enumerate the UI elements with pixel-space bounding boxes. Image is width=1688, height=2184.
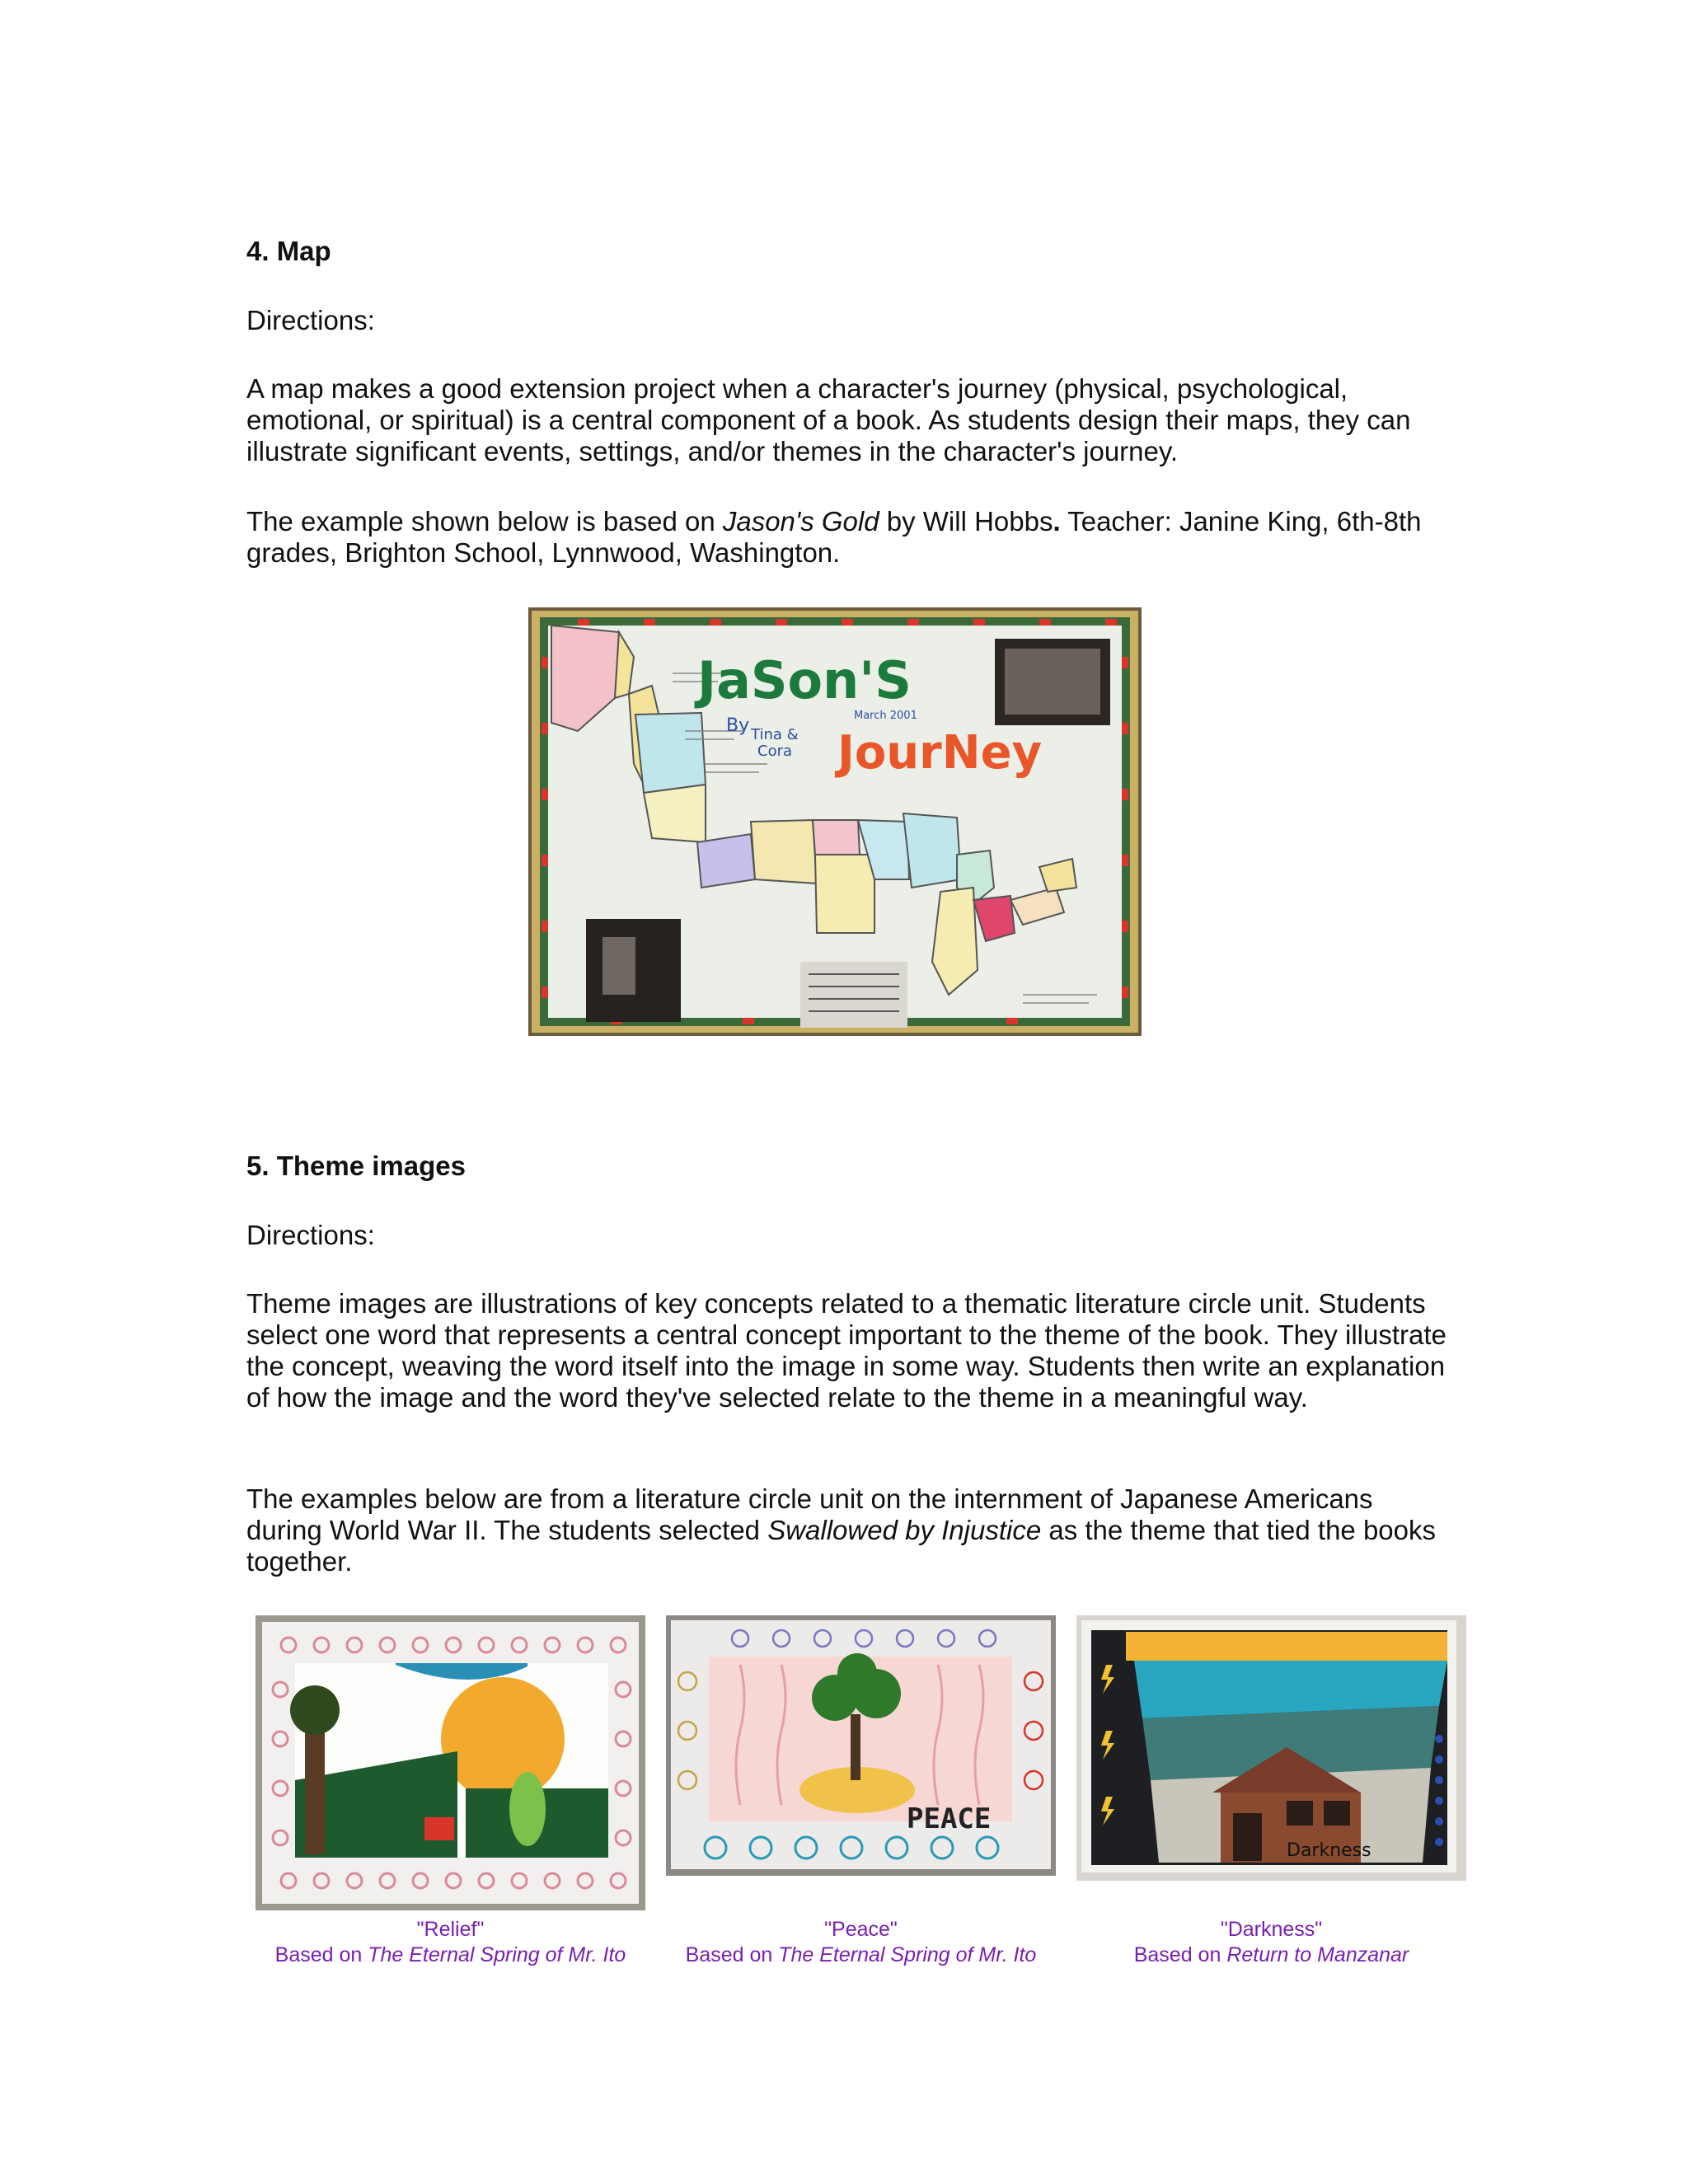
relief-illustration bbox=[256, 1615, 645, 1910]
relief-word: "Relief" bbox=[416, 1918, 485, 1941]
relief-source: Based on The Eternal Spring of Mr. Ito bbox=[274, 1943, 626, 1966]
section-5-example: The examples below are from a literature circle unit on the internment of Japanese Americans during World War II. The students selected Swallowed by Injustice as the theme that tied the books together. bbox=[246, 1483, 1437, 1577]
book-title: Jason's Gold bbox=[722, 506, 879, 537]
section-4-directions: Directions: bbox=[246, 305, 375, 335]
jasons-journey-map-photo bbox=[528, 607, 1142, 1036]
peace-word: "Peace" bbox=[824, 1918, 898, 1941]
section-5-paragraph: Theme images are illustrations of key concepts related to a thematic literature circle unit. Students select one word that represents a central concept important to the theme of the book. They illustrate the concept, weaving the word itself into the image in some way. Students then write an explanation of how the image and the word they've selected relate to the theme in a meaningful way. bbox=[246, 1288, 1447, 1413]
darkness-word: "Darkness" bbox=[1220, 1918, 1323, 1941]
section-5-directions: Directions: bbox=[246, 1220, 375, 1250]
darkness-theme-image bbox=[1076, 1615, 1466, 1881]
map-byline: By bbox=[726, 715, 750, 736]
peace-source: Based on The Eternal Spring of Mr. Ito bbox=[685, 1943, 1037, 1966]
map-author-1: Tina & bbox=[751, 726, 799, 743]
section-5-heading: 5. Theme images bbox=[246, 1151, 466, 1181]
section-4-paragraph: A map makes a good extension project when a character's journey (physical, psychological, emotional, or spiritual) is a central component of a book. As students design their maps, they can illustrate significant events, settings, and/or themes in the character's journey. bbox=[246, 373, 1411, 466]
peace-illustration bbox=[666, 1615, 1056, 1876]
darkness-painted-word: Darkness bbox=[1287, 1840, 1372, 1861]
relief-caption bbox=[256, 1917, 645, 1968]
relief-theme-image bbox=[256, 1615, 645, 1910]
map-poster-illustration bbox=[528, 607, 1142, 1036]
section-4-example: The example shown below is based on Jason's Gold by Will Hobbs. Teacher: Janine King, 6th-8th grades, Brighton School, Lynnwood, Washington. bbox=[246, 506, 1422, 568]
peace-painted-word: PEACE bbox=[907, 1802, 992, 1835]
map-title-top: JaSon'S bbox=[697, 650, 912, 710]
peace-caption bbox=[666, 1917, 1056, 1968]
map-author-2: Cora bbox=[757, 743, 793, 760]
map-title-bottom: JourNey bbox=[837, 726, 1043, 780]
section-4-heading: 4. Map bbox=[246, 236, 331, 266]
darkness-illustration bbox=[1076, 1615, 1466, 1881]
darkness-source: Based on Return to Manzanar bbox=[1133, 1943, 1409, 1966]
map-date: March 2001 bbox=[854, 710, 917, 722]
darkness-caption bbox=[1076, 1917, 1466, 1968]
peace-theme-image bbox=[666, 1615, 1056, 1876]
theme-title: Swallowed by Injustice bbox=[767, 1515, 1042, 1545]
